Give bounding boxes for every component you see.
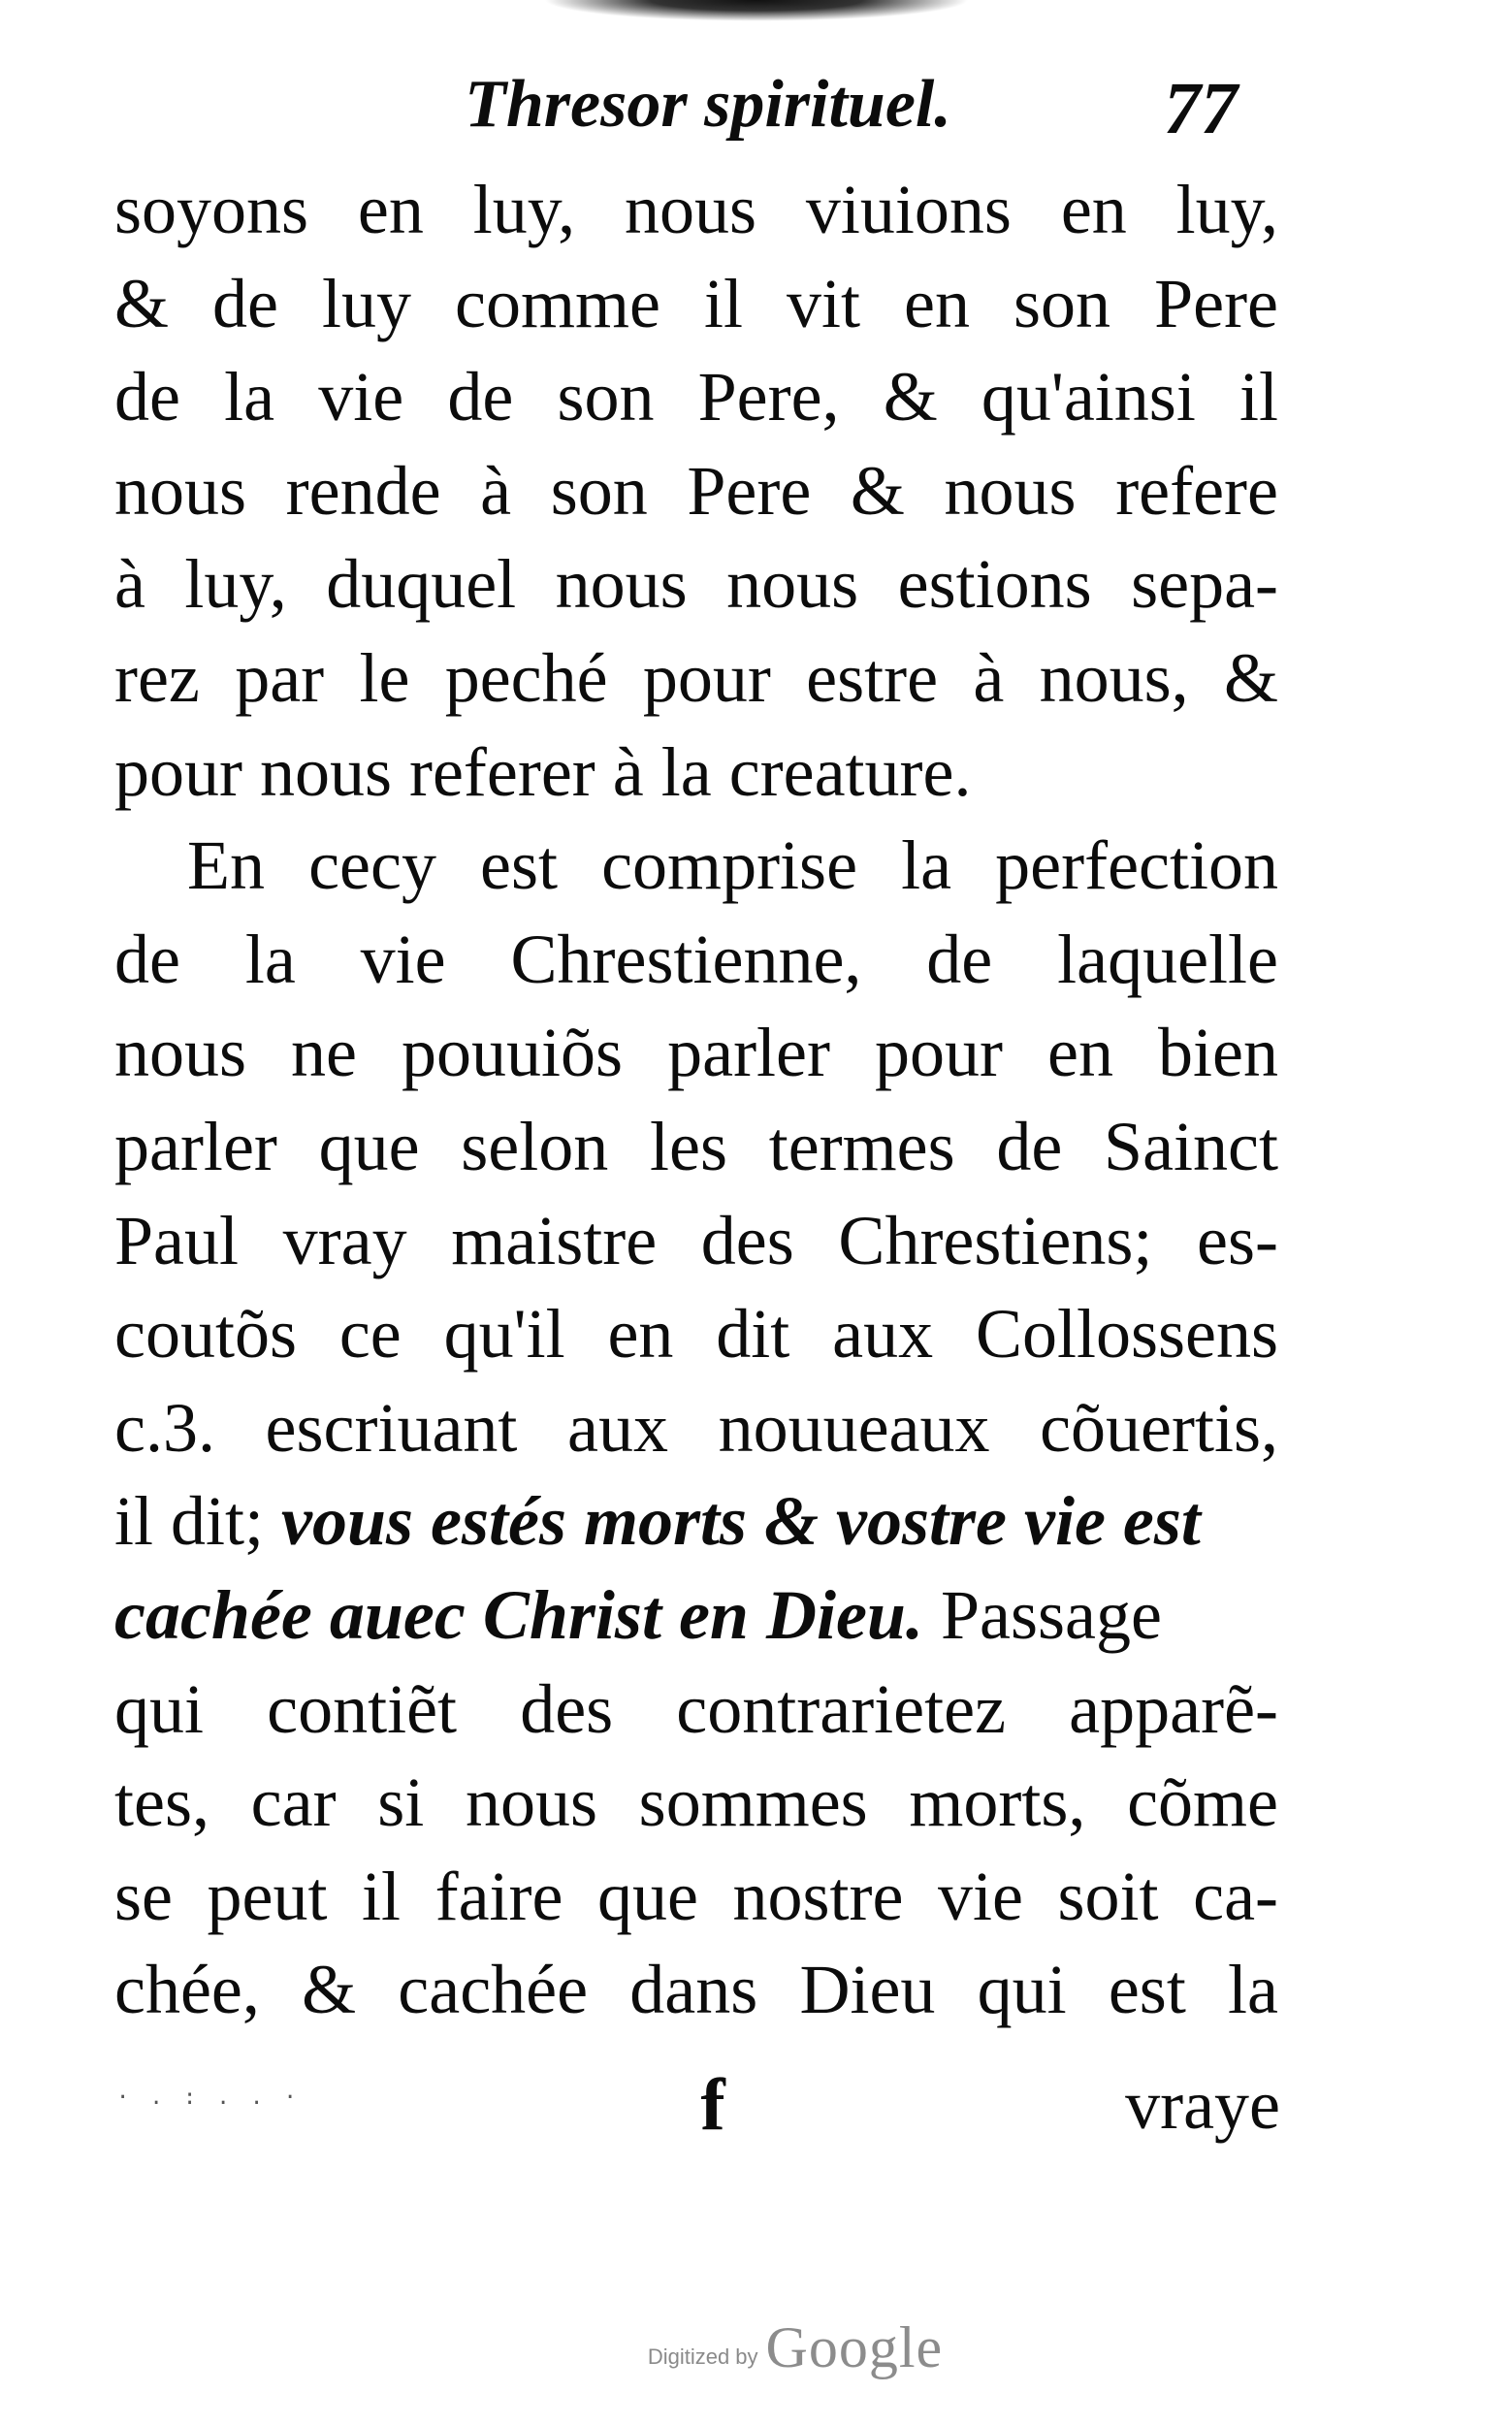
italic-quote: cachée auec Christ en Dieu. (114, 1575, 923, 1654)
text-run: il dit; (114, 1482, 282, 1561)
text-line: soyons en luy, nous viuions en luy, (114, 171, 1278, 248)
page-number: 77 (1164, 68, 1238, 149)
text-line: tes, car si nous sommes morts, cõme (114, 1763, 1278, 1842)
text-line: de la vie de son Pere, & qu'ainsi il (114, 358, 1278, 436)
signature-mark: f (700, 2064, 725, 2146)
watermark-prefix: Digitized by (647, 2344, 758, 2369)
text-line: nous ne pouuiõs parler pour en bien (114, 1014, 1278, 1092)
text-line: En cecy est comprise la perfection (187, 826, 1278, 905)
text-run: Passage (922, 1575, 1162, 1654)
text-line (114, 1568, 1278, 1663)
text-line: qui contiẽt des contrarietez apparẽ- (114, 1669, 1278, 1748)
print-specks: · . : . . · (116, 2086, 301, 2110)
digitized-watermark (621, 2304, 970, 2381)
text-line: à luy, duquel nous nous estions sepa- (114, 545, 1278, 624)
text-line (114, 1474, 1278, 1568)
text-line: coutõs ce qu'il en dit aux Collossens (114, 1295, 1278, 1374)
text-line: c.3. escriuant aux nouueaux cõuertis, (114, 1388, 1278, 1467)
text-line: nous rende à son Pere & nous refere (114, 451, 1278, 530)
text-line: parler que selon les termes de Sainct (114, 1107, 1278, 1185)
running-title: Thresor spirituel. (465, 67, 951, 142)
text-line: & de luy comme il vit en son Pere (114, 264, 1278, 342)
text-line: chée, & cachée dans Dieu qui est la (114, 1951, 1278, 2029)
text-line: Paul vray maistre des Chrestiens; es- (114, 1201, 1278, 1279)
catchword: vraye (1125, 2066, 1280, 2144)
ink-smudge (543, 0, 970, 21)
italic-quote: vous estés morts & vostre vie est (281, 1482, 1201, 1561)
text-line: de la vie Chrestienne, de laquelle (114, 920, 1278, 998)
text-line: pour nous referer à la creature. (114, 732, 972, 811)
text-line: se peut il faire que nostre vie soit ca- (114, 1857, 1278, 1935)
body-text (114, 163, 1278, 2037)
google-logo: Google (765, 2315, 944, 2379)
text-line: rez par le peché pour estre à nous, & (114, 638, 1278, 717)
